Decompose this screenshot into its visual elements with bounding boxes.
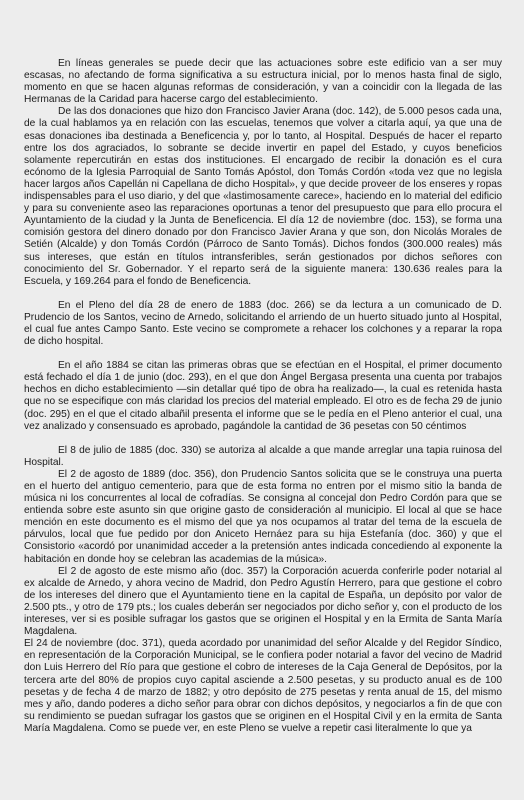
- paragraph: El 8 de julio de 1885 (doc. 330) se autoriza al alcalde a que mande arreglar una tapia ruinosa del Hospital.: [24, 444, 502, 468]
- paragraph: En líneas generales se puede decir que las actuaciones sobre este edificio van a ser muy escasas, no afectando de forma significativa a su estructura inicial, por lo menos hasta final de siglo, momento en que se hacen algunas reformas de consideración, y van a coincidir con la llegada de las Hermanas de la Caridad para hacerse cargo del establecimiento.: [24, 58, 502, 106]
- paragraph: De las dos donaciones que hizo don Francisco Javier Arana (doc. 142), de 5.000 pesos cada una, de la cual hablamos ya en relación con las escuelas, tenemos que volver a citarla aquí, ya que una de esas donaciones iba destinada a Beneficencia y, por lo tanto, al Hospital. Después de hacer el reparto entre los dos agraciados, lo sobrante se decide invertir en papel del Estado, y cuyos beneficios solamente repercutirán en estas dos instituciones. El encargado de recibir la donación es el cura ecónomo de la Iglesia Parroquial de Santo Tomás Apóstol, don Tomás Cordón «toda vez que no legisla hacer largos años Capellán ni Capellana de dicho Hospital», y que decide proveer de los enseres y ropas indispensables para el uso diario, y del que «lastimosamente carece», haciendo en lo material del edificio y para su conveniente aseo las reparaciones oportunas a tenor del presupuesto que para ello procura el Ayuntamiento de la ciudad y la Junta de Beneficencia. El día 12 de noviembre (doc. 153), se forma una comisión gestora del dinero donado por don Francisco Javier Arana y que son, don Nicolás Morales de Setién (Alcalde) y don Tomás Cordón (Párroco de Santo Tomás). Dichos fondos (300.000 reales) más sus intereses, que están en títulos intransferibles, serán gestionados por dichos señores con conocimiento del Sr. Gobernador. Y el reparto será de la siguiente manera: 130.636 reales para la Escuela, y 169.264 para el fondo de Beneficencia.: [24, 106, 502, 287]
- paragraph: El 24 de noviembre (doc. 371), queda acordado por unanimidad del señor Alcalde y del Regidor Síndico, en representación de la Corporación Municipal, se le confiera poder notarial a favor del vecino de Madrid don Luis Herrero del Río para que gestione el cobro de intereses de la Caja General de Depósitos, por la tercera arte del 80% de propios cuyo capital asciende a 2.500 pesetas, y su producto anual es de 100 pesetas y de fecha 4 de marzo de 1882; y otro depósito de 275 pesetas y renta anual de 15, del mismo mes y año, dando poderes a dicho señor para obrar con dichos depósitos, y negociarlos a fin de que con su rendimiento se puedan sufragar los gastos que se originen en el Hospital Civil y en la ermita de Santa María Magdalena. Como se puede ver, en este Pleno se vuelve a repetir casi literalmente lo que ya: [24, 638, 502, 734]
- paragraph: En el Pleno del día 28 de enero de 1883 (doc. 266) se da lectura a un comunicado de D. Prudencio de los Santos, vecino de Arnedo, solicitando el arriendo de un huerto situado junto al Hospital, el cual fue antes Campo Santo. Este vecino se compromete a rehacer los colchones y a reparar la ropa de dicho hospital.: [24, 299, 502, 348]
- paragraph: El 2 de agosto de este mismo año (doc. 357) la Corporación acuerda conferirle poder notarial al ex alcalde de Arnedo, y ahora vecino de Madrid, don Pedro Agustín Herrero, para que gestione el cobro de los intereses del dinero que el Ayuntamiento tiene en la capital de España, un depósito por valor de 2.500 pts., y otro de 179 pts.; los cuales deberán ser negociados por dicho señor y, con el producto de los intereses, ver si es posible sufragar los gastos que se originen el Hospital y en la Ermita de Santa María Magdalena.: [24, 565, 502, 638]
- paragraph: El 2 de agosto de 1889 (doc. 356), don Prudencio Santos solicita que se le construya una puerta en el huerto del antiguo cementerio, para que de esta forma no entren por el mismo sitio la banda de música ni los concurrentes al local de cofradías. Se consigna al concejal don Pedro Cordón para que se entienda sobre este asunto sin que origine gasto de consideración al municipio. El local al que se hace mención en este documento es el mismo del que ya nos ocupamos al tratar del tema de la escuela de párvulos, local que fue pedido por don Aniceto Hernáez para su hija Estefanía (doc. 360) y que el Consistorio «acordó por unanimidad acceder a la pretensión antes indicada concediendo al exponente la habitación en donde hoy se celebran las academias de la música».: [24, 468, 502, 565]
- document-body: [24, 58, 502, 735]
- paragraph: En el año 1884 se citan las primeras obras que se efectúan en el Hospital, el primer documento está fechado el día 1 de junio (doc. 293), en el que don Ángel Bergasa presenta una cuenta por trabajos hechos en dicho establecimiento —sin detallar qué tipo de obra ha realizado—, la cual es retenida hasta que no se especifique con más claridad los precios del material empleado. El otro es de fecha 29 de junio (doc. 295) en el que el citado albañil presenta el informe que se le pedía en el Pleno anterior el cual, una vez analizado y consensuado es aprobado, pagándole la cantidad de 36 pesetas con 50 céntimos: [24, 360, 502, 432]
